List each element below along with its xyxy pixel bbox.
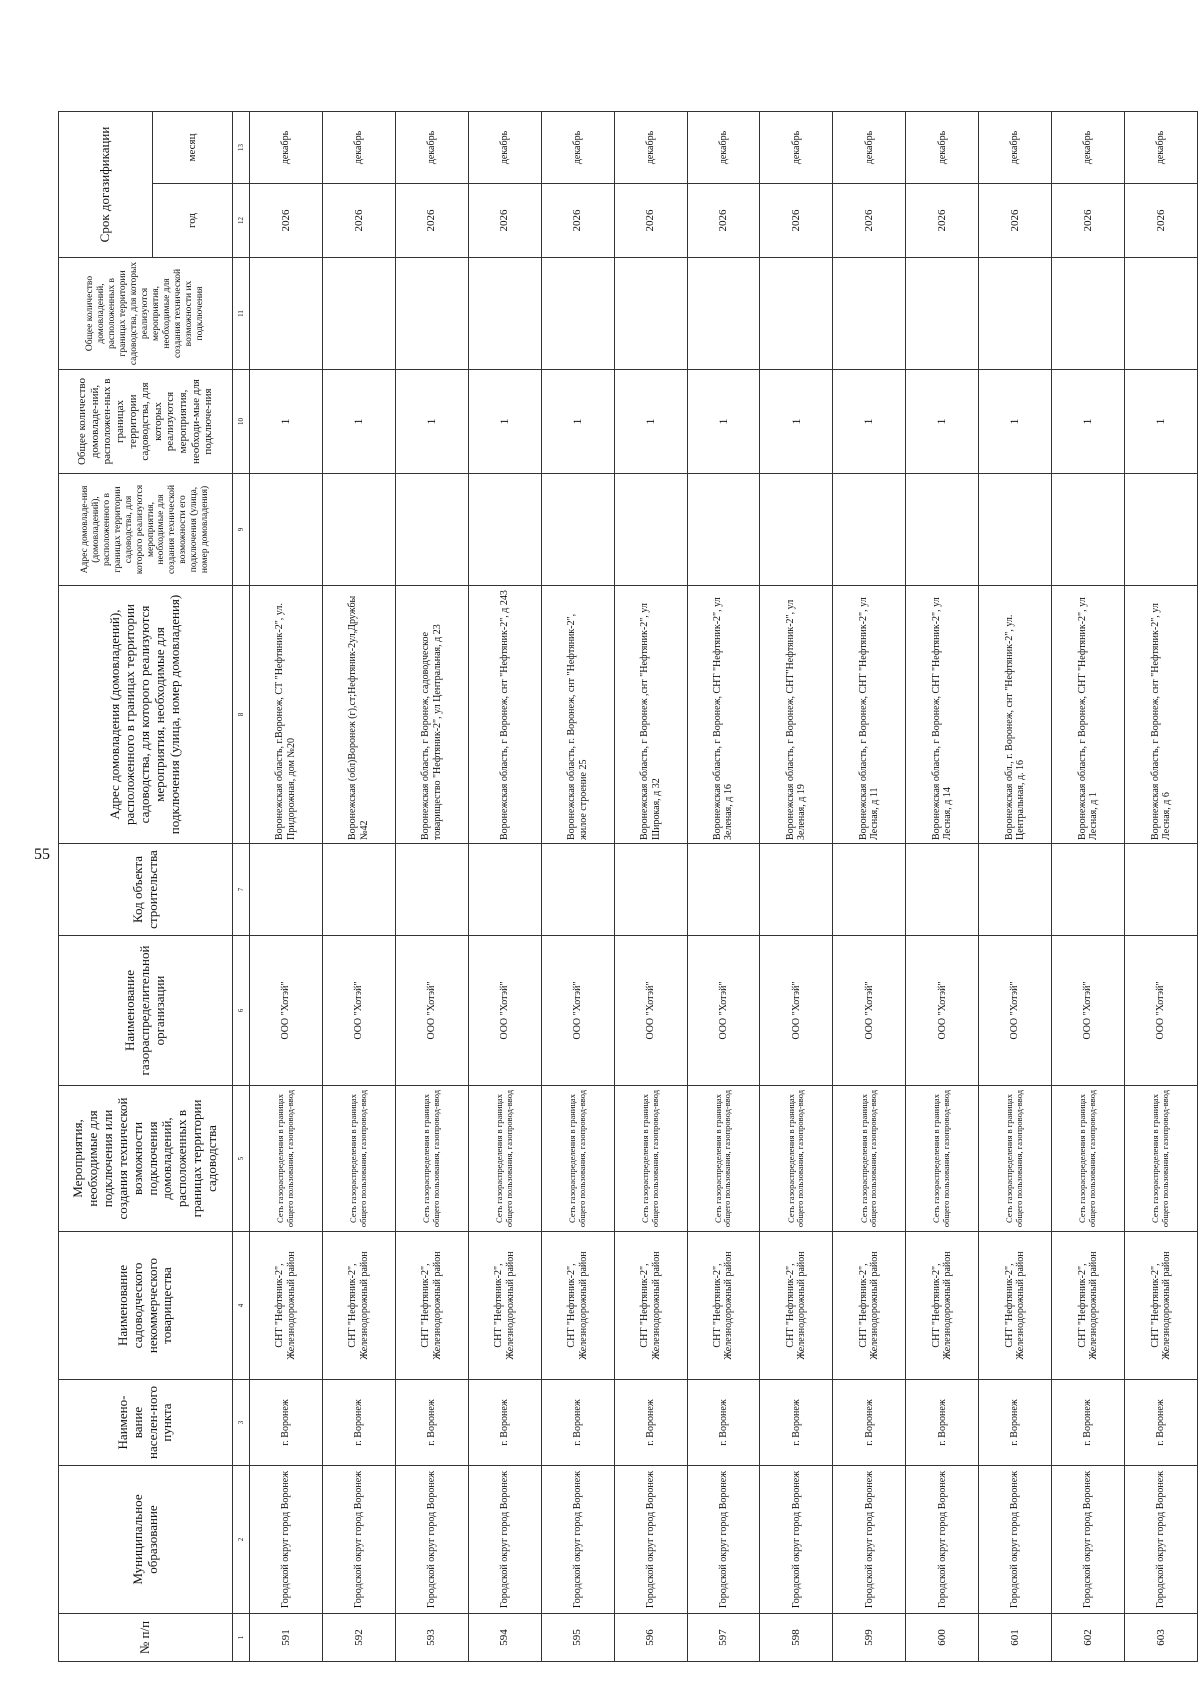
municipality-cell: Городской округ город Воронеж xyxy=(614,1466,687,1614)
month-cell: декабрь xyxy=(833,112,906,184)
measures-cell: Сеть газораспределения в границах общего пользования, газопровод-ввод xyxy=(1052,1086,1125,1232)
row-number: 601 xyxy=(979,1614,1052,1662)
row-number: 597 xyxy=(687,1614,760,1662)
partnership-cell: СНТ "Нефтяник-2", Железнодорожный район xyxy=(833,1232,906,1380)
municipality-cell: Городской округ город Воронеж xyxy=(395,1466,468,1614)
table-row xyxy=(250,112,323,1662)
partnership-cell: СНТ "Нефтяник-2", Железнодорожный район xyxy=(614,1232,687,1380)
month-cell: декабрь xyxy=(250,112,323,184)
total-households-tech-cell xyxy=(906,258,979,370)
measures-cell: Сеть газораспределения в границах общего пользования, газопровод-ввод xyxy=(322,1086,395,1232)
partnership-cell: СНТ "Нефтяник-2", Железнодорожный район xyxy=(1052,1232,1125,1380)
household-address-tech-cell xyxy=(1125,474,1198,586)
year-cell: 2026 xyxy=(541,184,614,258)
table-row xyxy=(1125,112,1198,1662)
municipality-cell: Городской округ город Воронеж xyxy=(322,1466,395,1614)
municipality-cell: Городской округ город Воронеж xyxy=(250,1466,323,1614)
header-month: месяц xyxy=(153,112,233,184)
municipality-cell: Городской округ город Воронеж xyxy=(833,1466,906,1614)
total-households-tech-cell xyxy=(468,258,541,370)
table-row xyxy=(614,112,687,1662)
column-number: 10 xyxy=(233,370,250,474)
row-number: 591 xyxy=(250,1614,323,1662)
total-households-cell: 1 xyxy=(468,370,541,474)
month-cell: декабрь xyxy=(468,112,541,184)
row-number: 603 xyxy=(1125,1614,1198,1662)
table-row xyxy=(906,112,979,1662)
total-households-cell: 1 xyxy=(322,370,395,474)
household-address-tech-cell xyxy=(833,474,906,586)
year-cell: 2026 xyxy=(833,184,906,258)
table-row xyxy=(395,112,468,1662)
object-code-cell xyxy=(906,844,979,936)
organization-cell: ООО "Хотэй" xyxy=(614,936,687,1086)
measures-cell: Сеть газораспределения в границах общего пользования, газопровод-ввод xyxy=(468,1086,541,1232)
total-households-cell: 1 xyxy=(1125,370,1198,474)
header-num: № п/п xyxy=(59,1614,233,1662)
total-households-cell: 1 xyxy=(833,370,906,474)
row-number: 595 xyxy=(541,1614,614,1662)
settlement-cell: г. Воронеж xyxy=(250,1380,323,1466)
municipality-cell: Городской округ город Воронеж xyxy=(760,1466,833,1614)
month-cell: декабрь xyxy=(906,112,979,184)
object-code-cell xyxy=(614,844,687,936)
year-cell: 2026 xyxy=(760,184,833,258)
municipality-cell: Городской округ город Воронеж xyxy=(541,1466,614,1614)
row-number: 594 xyxy=(468,1614,541,1662)
total-households-cell: 1 xyxy=(1052,370,1125,474)
household-address-tech-cell xyxy=(687,474,760,586)
object-code-cell xyxy=(979,844,1052,936)
organization-cell: ООО "Хотэй" xyxy=(760,936,833,1086)
organization-cell: ООО "Хотэй" xyxy=(1052,936,1125,1086)
table-wrapper xyxy=(58,112,1198,1662)
household-address-tech-cell xyxy=(1052,474,1125,586)
municipality-cell: Городской округ город Воронеж xyxy=(1052,1466,1125,1614)
header-total-households-tech: Общее количество домовладений, расположенных в границах территории садоводства, для которых реализуются мероприятия, необходимые для создания технической возможности их подключения xyxy=(59,258,233,370)
column-number-row xyxy=(233,112,250,1662)
total-households-tech-cell xyxy=(1125,258,1198,370)
municipality-cell: Городской округ город Воронеж xyxy=(1125,1466,1198,1614)
settlement-cell: г. Воронеж xyxy=(1125,1380,1198,1466)
partnership-cell: СНТ "Нефтяник-2", Железнодорожный район xyxy=(395,1232,468,1380)
object-code-cell xyxy=(687,844,760,936)
organization-cell: ООО "Хотэй" xyxy=(1125,936,1198,1086)
object-code-cell xyxy=(1052,844,1125,936)
page-number: 55 xyxy=(34,846,50,863)
object-code-cell xyxy=(541,844,614,936)
total-households-tech-cell xyxy=(614,258,687,370)
partnership-cell: СНТ "Нефтяник-2", Железнодорожный район xyxy=(760,1232,833,1380)
month-cell: декабрь xyxy=(541,112,614,184)
household-address-cell: Воронежская область, г Воронеж, садоводческое товарищество "Нефтяник-2", ул Центральная, д 23 xyxy=(395,586,468,844)
partnership-cell: СНТ "Нефтяник-2", Железнодорожный район xyxy=(979,1232,1052,1380)
table-body xyxy=(250,112,1198,1662)
partnership-cell: СНТ "Нефтяник-2", Железнодорожный район xyxy=(322,1232,395,1380)
month-cell: декабрь xyxy=(979,112,1052,184)
measures-cell: Сеть газораспределения в границах общего пользования, газопровод-ввод xyxy=(395,1086,468,1232)
row-number: 602 xyxy=(1052,1614,1125,1662)
settlement-cell: г. Воронеж xyxy=(760,1380,833,1466)
total-households-tech-cell xyxy=(322,258,395,370)
total-households-cell: 1 xyxy=(541,370,614,474)
row-number: 599 xyxy=(833,1614,906,1662)
settlement-cell: г. Воронеж xyxy=(1052,1380,1125,1466)
total-households-cell: 1 xyxy=(395,370,468,474)
household-address-cell: Воронежская область, г Воронеж ,снт "Нефтяник-2", ул Широкая, д 32 xyxy=(614,586,687,844)
household-address-cell: Воронежская обл., г. Воронеж, снт "Нефтяник-2", ул. Центральная, д. 16 xyxy=(979,586,1052,844)
measures-cell: Сеть газораспределения в границах общего пользования, газопровод-ввод xyxy=(979,1086,1052,1232)
household-address-cell: Воронежская (обл)Воронеж (г),ст;Нефтяник-2ул,Дружбы №42 xyxy=(322,586,395,844)
household-address-tech-cell xyxy=(906,474,979,586)
household-address-cell: Воронежская область, г Воронеж, СНТ "Нефтяник-2", ул Лесная, д 11 xyxy=(833,586,906,844)
column-number: 6 xyxy=(233,936,250,1086)
table-row xyxy=(687,112,760,1662)
object-code-cell xyxy=(322,844,395,936)
month-cell: декабрь xyxy=(614,112,687,184)
household-address-tech-cell xyxy=(541,474,614,586)
object-code-cell xyxy=(250,844,323,936)
organization-cell: ООО "Хотэй" xyxy=(687,936,760,1086)
total-households-tech-cell xyxy=(395,258,468,370)
measures-cell: Сеть газораспределения в границах общего пользования, газопровод-ввод xyxy=(541,1086,614,1232)
year-cell: 2026 xyxy=(906,184,979,258)
partnership-cell: СНТ "Нефтяник-2", Железнодорожный район xyxy=(906,1232,979,1380)
organization-cell: ООО "Хотэй" xyxy=(541,936,614,1086)
household-address-tech-cell xyxy=(395,474,468,586)
object-code-cell xyxy=(1125,844,1198,936)
row-number: 592 xyxy=(322,1614,395,1662)
settlement-cell: г. Воронеж xyxy=(979,1380,1052,1466)
header-year: год xyxy=(153,184,233,258)
household-address-tech-cell xyxy=(250,474,323,586)
year-cell: 2026 xyxy=(1125,184,1198,258)
column-number: 9 xyxy=(233,474,250,586)
year-cell: 2026 xyxy=(395,184,468,258)
organization-cell: ООО "Хотэй" xyxy=(979,936,1052,1086)
household-address-cell: Воронежская область, г. Воронеж, снт "Нефтяник-2", жилое строение 25 xyxy=(541,586,614,844)
column-number: 4 xyxy=(233,1232,250,1380)
total-households-cell: 1 xyxy=(979,370,1052,474)
measures-cell: Сеть газораспределения в границах общего пользования, газопровод-ввод xyxy=(1125,1086,1198,1232)
organization-cell: ООО "Хотэй" xyxy=(250,936,323,1086)
household-address-cell: Воронежская область, г Воронеж, снт "Нефтяник-2", д 243 xyxy=(468,586,541,844)
rotated-document xyxy=(58,112,1198,1662)
organization-cell: ООО "Хотэй" xyxy=(468,936,541,1086)
month-cell: декабрь xyxy=(1052,112,1125,184)
year-cell: 2026 xyxy=(687,184,760,258)
municipality-cell: Городской округ город Воронеж xyxy=(468,1466,541,1614)
total-households-tech-cell xyxy=(687,258,760,370)
settlement-cell: г. Воронеж xyxy=(833,1380,906,1466)
year-cell: 2026 xyxy=(614,184,687,258)
organization-cell: ООО "Хотэй" xyxy=(833,936,906,1086)
year-cell: 2026 xyxy=(322,184,395,258)
table-row xyxy=(1052,112,1125,1662)
table-row xyxy=(760,112,833,1662)
row-number: 598 xyxy=(760,1614,833,1662)
month-cell: декабрь xyxy=(760,112,833,184)
settlement-cell: г. Воронеж xyxy=(395,1380,468,1466)
household-address-tech-cell xyxy=(468,474,541,586)
measures-cell: Сеть газораспределения в границах общего пользования, газопровод-ввод xyxy=(614,1086,687,1232)
table-row xyxy=(322,112,395,1662)
year-cell: 2026 xyxy=(250,184,323,258)
header-household-address-tech: Адрес домовладе-ния (домовладений), расположенного в границах территории садоводства, для которого реализуются мероприятия, необходимые для создания технической возможности его подключения (улица, номер домовладения) xyxy=(59,474,233,586)
header-partnership: Наименование садоводческого некоммерческого товарищества xyxy=(59,1232,233,1380)
header-object-code: Код объекта строительства xyxy=(59,844,233,936)
household-address-cell: Воронежская область, г Воронеж, СНТ "Нефтяник-2", ул Лесная, д 14 xyxy=(906,586,979,844)
row-number: 593 xyxy=(395,1614,468,1662)
household-address-cell: Воронежская область, г Воронеж, СНТ "Нефтяник-2", ул Зеленая, д 16 xyxy=(687,586,760,844)
settlement-cell: г. Воронеж xyxy=(687,1380,760,1466)
household-address-tech-cell xyxy=(760,474,833,586)
household-address-cell: Воронежская область, г.Воронеж, СТ "Нефтяник-2", ул. Придорожная, дом №20 xyxy=(250,586,323,844)
measures-cell: Сеть газораспределения в границах общего пользования, газопровод-ввод xyxy=(906,1086,979,1232)
table-row xyxy=(468,112,541,1662)
total-households-cell: 1 xyxy=(760,370,833,474)
measures-cell: Сеть газораспределения в границах общего пользования, газопровод-ввод xyxy=(687,1086,760,1232)
object-code-cell xyxy=(395,844,468,936)
total-households-tech-cell xyxy=(760,258,833,370)
measures-cell: Сеть газораспределения в границах общего пользования, газопровод-ввод xyxy=(760,1086,833,1232)
header-municipality: Муниципальное образование xyxy=(59,1466,233,1614)
total-households-tech-cell xyxy=(541,258,614,370)
municipality-cell: Городской округ город Воронеж xyxy=(979,1466,1052,1614)
column-number: 8 xyxy=(233,586,250,844)
column-number: 5 xyxy=(233,1086,250,1232)
household-address-cell: Воронежская область, г Воронеж, СНТ "Нефтяник-2", ул Лесная, д 1 xyxy=(1052,586,1125,844)
month-cell: декабрь xyxy=(395,112,468,184)
header-total-households: Общее количество домовладе-ний, расположен-ных в границах территории садоводства, для которых реализуются мероприятия, необходи-мые для подключе-ния xyxy=(59,370,233,474)
total-households-cell: 1 xyxy=(687,370,760,474)
column-number: 13 xyxy=(233,112,250,184)
table-row xyxy=(541,112,614,1662)
total-households-cell: 1 xyxy=(250,370,323,474)
year-cell: 2026 xyxy=(1052,184,1125,258)
household-address-tech-cell xyxy=(322,474,395,586)
settlement-cell: г. Воронеж xyxy=(614,1380,687,1466)
settlement-cell: г. Воронеж xyxy=(468,1380,541,1466)
object-code-cell xyxy=(833,844,906,936)
household-address-cell: Воронежская область, г Воронеж, снт "Нефтяник-2", ул Лесная, д 6 xyxy=(1125,586,1198,844)
column-number: 12 xyxy=(233,184,250,258)
total-households-cell: 1 xyxy=(906,370,979,474)
gasification-table xyxy=(58,111,1198,1662)
column-number: 7 xyxy=(233,844,250,936)
municipality-cell: Городской округ город Воронеж xyxy=(687,1466,760,1614)
object-code-cell xyxy=(468,844,541,936)
header-organization: Наименование газораспределительной организации xyxy=(59,936,233,1086)
partnership-cell: СНТ "Нефтяник-2", Железнодорожный район xyxy=(1125,1232,1198,1380)
header-deadline: Срок догазификации xyxy=(59,112,153,258)
partnership-cell: СНТ "Нефтяник-2", Железнодорожный район xyxy=(687,1232,760,1380)
column-number: 2 xyxy=(233,1466,250,1614)
year-cell: 2026 xyxy=(979,184,1052,258)
object-code-cell xyxy=(760,844,833,936)
partnership-cell: СНТ "Нефтяник-2", Железнодорожный район xyxy=(541,1232,614,1380)
municipality-cell: Городской округ город Воронеж xyxy=(906,1466,979,1614)
header-row-top xyxy=(59,112,153,1662)
header-settlement: Наимено-вание населен-ного пункта xyxy=(59,1380,233,1466)
header-household-address: Адрес домовладения (домовладений), расположенного в границах территории садоводства, для которого реализуются мероприятия, необходимые для подключения (улица, номер домовладения) xyxy=(59,586,233,844)
table-row xyxy=(979,112,1052,1662)
settlement-cell: г. Воронеж xyxy=(541,1380,614,1466)
organization-cell: ООО "Хотэй" xyxy=(395,936,468,1086)
month-cell: декабрь xyxy=(1125,112,1198,184)
measures-cell: Сеть газораспределения в границах общего пользования, газопровод-ввод xyxy=(833,1086,906,1232)
settlement-cell: г. Воронеж xyxy=(322,1380,395,1466)
total-households-tech-cell xyxy=(979,258,1052,370)
household-address-cell: Воронежская область, г Воронеж, СНТ"Нефтяник-2", ул Зеленая, д 19 xyxy=(760,586,833,844)
year-cell: 2026 xyxy=(468,184,541,258)
month-cell: декабрь xyxy=(687,112,760,184)
total-households-tech-cell xyxy=(1052,258,1125,370)
household-address-tech-cell xyxy=(614,474,687,586)
total-households-tech-cell xyxy=(250,258,323,370)
settlement-cell: г. Воронеж xyxy=(906,1380,979,1466)
measures-cell: Сеть газораспределения в границах общего пользования, газопровод-ввод xyxy=(250,1086,323,1232)
column-number: 11 xyxy=(233,258,250,370)
partnership-cell: СНТ "Нефтяник-2", Железнодорожный район xyxy=(468,1232,541,1380)
header-measures: Мероприятия, необходимые для подключения или создания технической возможности подключения домовладений, расположенных в границах территории садоводства xyxy=(59,1086,233,1232)
organization-cell: ООО "Хотэй" xyxy=(322,936,395,1086)
column-number: 3 xyxy=(233,1380,250,1466)
partnership-cell: СНТ "Нефтяник-2", Железнодорожный район xyxy=(250,1232,323,1380)
column-number: 1 xyxy=(233,1614,250,1662)
household-address-tech-cell xyxy=(979,474,1052,586)
row-number: 596 xyxy=(614,1614,687,1662)
row-number: 600 xyxy=(906,1614,979,1662)
organization-cell: ООО "Хотэй" xyxy=(906,936,979,1086)
total-households-tech-cell xyxy=(833,258,906,370)
total-households-cell: 1 xyxy=(614,370,687,474)
month-cell: декабрь xyxy=(322,112,395,184)
table-row xyxy=(833,112,906,1662)
